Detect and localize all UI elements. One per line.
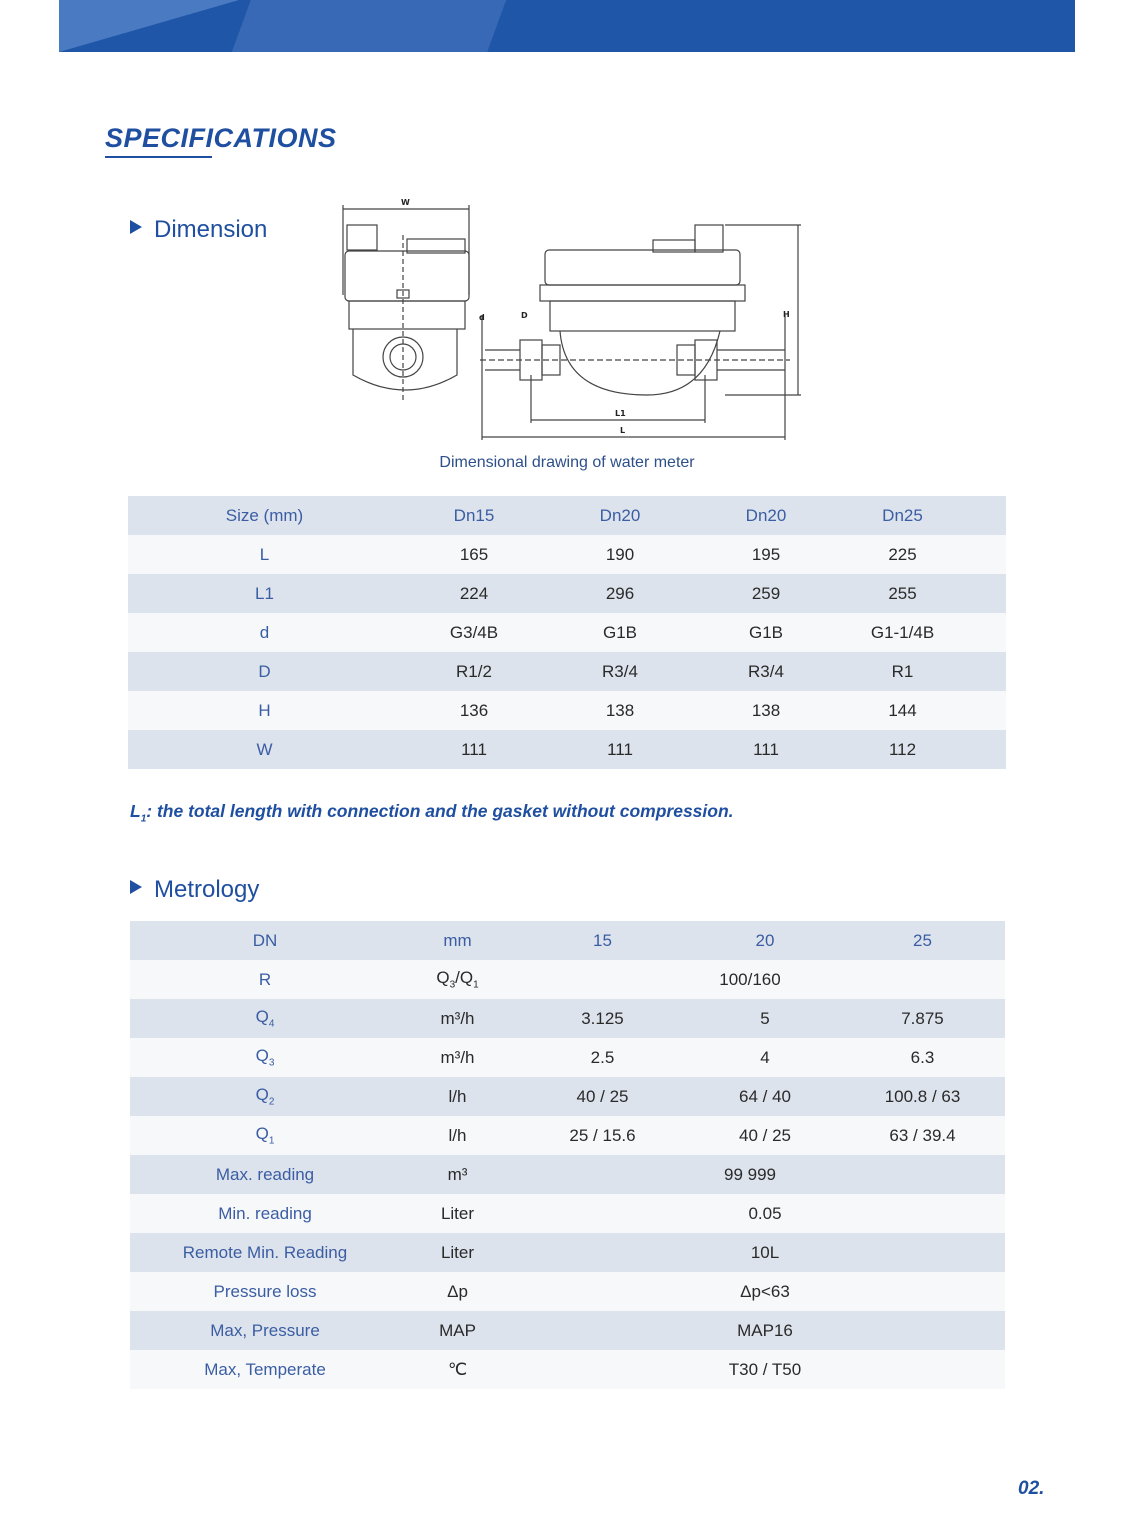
triangle-bullet-icon xyxy=(130,880,142,894)
table-row: $Q_3$ m³/h 2.5 4 6.3 xyxy=(130,1038,1005,1077)
metrology-table xyxy=(130,921,1005,1389)
table-row: D R1/2 R3/4 R3/4 R1 xyxy=(128,652,1006,691)
label-d-big: D xyxy=(521,311,528,320)
dimension-note: $L_1$: the total length with connection and the gasket without compression. xyxy=(130,801,734,825)
label-l1: L1 xyxy=(615,409,626,418)
table-row: L 165 190 195 225 xyxy=(128,535,1006,574)
dimension-table xyxy=(128,496,1006,769)
page-title: SPECIFICATIONS xyxy=(105,123,337,153)
table-row: Min. reading Liter 0.05 xyxy=(130,1194,1005,1233)
table-row: Max, Temperate ℃ T30 / T50 xyxy=(130,1350,1005,1389)
label-w: W xyxy=(401,198,410,207)
table-row: d G3/4B G1B G1B G1-1/4B xyxy=(128,613,1006,652)
triangle-bullet-icon xyxy=(130,220,142,234)
table-row: $Q_1$ l/h 25 / 15.6 40 / 25 63 / 39.4 xyxy=(130,1116,1005,1155)
table-row: Remote Min. Reading Liter 10L xyxy=(130,1233,1005,1272)
label-d-small: d xyxy=(479,313,485,322)
drawing-caption: Dimensional drawing of water meter xyxy=(439,454,695,471)
table-row: $Q_2$ l/h 40 / 25 64 / 40 100.8 / 63 xyxy=(130,1077,1005,1116)
table-row: Max, Pressure MAP MAP16 xyxy=(130,1311,1005,1350)
table-row: R $Q_3/Q_1$ 100/160 xyxy=(130,960,1005,999)
metrology-heading: Metrology xyxy=(130,876,259,904)
table-row: H 136 138 138 144 xyxy=(128,691,1006,730)
table-row: $Q_4$ m³/h 3.125 5 7.875 xyxy=(130,999,1005,1038)
page-number: 02. xyxy=(1018,1478,1045,1499)
dimension-header-row: Size (mm) Dn15 Dn20 Dn20 Dn25 xyxy=(128,496,1006,535)
table-row: L1 224 296 259 255 xyxy=(128,574,1006,613)
metrology-header-row: DN mm 15 20 25 xyxy=(130,921,1005,960)
top-banner xyxy=(59,0,1075,52)
table-row: Pressure loss Δp Δp<63 xyxy=(130,1272,1005,1311)
label-l: L xyxy=(620,426,626,435)
table-row: Max. reading m³ 99 999 xyxy=(130,1155,1005,1194)
dimension-heading: Dimension xyxy=(130,216,267,244)
water-meter-drawing xyxy=(335,195,805,445)
table-row: W 111 111 111 112 xyxy=(128,730,1006,769)
title-underline xyxy=(105,156,212,158)
label-h: H xyxy=(783,310,790,319)
